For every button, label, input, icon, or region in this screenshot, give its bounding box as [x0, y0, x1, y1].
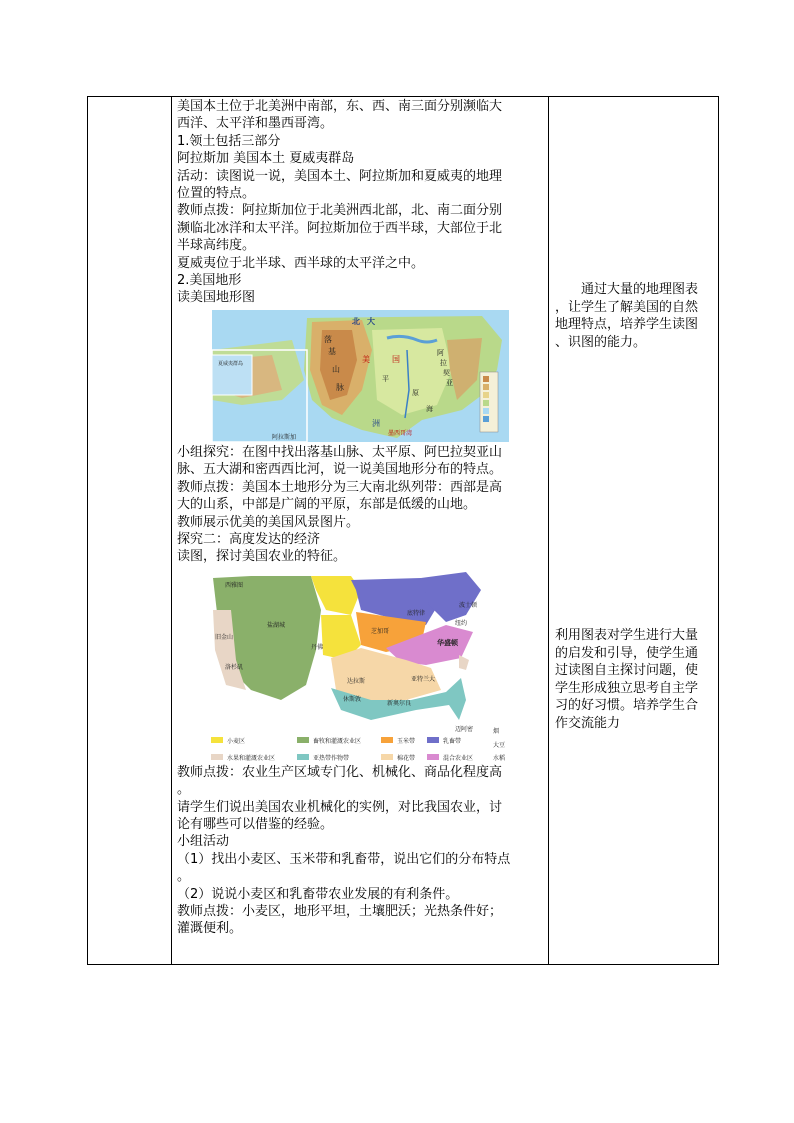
legend-swatch	[381, 737, 393, 743]
legend-swatch	[427, 737, 439, 743]
text-line: 脉、五大湖和密西西比河，说一说美国地形分布的特点。	[177, 462, 503, 478]
agriculture-map-graphic	[211, 570, 509, 734]
design-intent-2	[555, 627, 715, 733]
text-line: 教师点拨：阿拉斯加位于北美洲西北部，北、南二面分别	[177, 203, 503, 219]
legend-label: 混合农业区	[443, 754, 474, 762]
map-label: 原	[412, 388, 419, 397]
design-intent-1	[555, 281, 715, 351]
text-line: 1.领土包括三部分	[177, 133, 281, 149]
legend-swatch	[381, 754, 393, 760]
text-line: 。	[177, 782, 191, 798]
city-label: 洛杉矶	[225, 663, 244, 671]
map-label: 基	[328, 346, 336, 356]
map-label: 海	[426, 404, 433, 413]
text-line: 半球高纬度。	[177, 238, 256, 254]
text-line: 教师点拨：小麦区，地形平坦，土壤肥沃；光热条件好；	[177, 903, 503, 919]
city-label: 亚特兰大	[411, 675, 436, 683]
text-line: 教师展示优美的美国风景图片。	[177, 514, 360, 530]
legend-swatch	[297, 754, 309, 760]
text-line: 灌溉便利。	[177, 921, 243, 937]
note-line: 通过大量的地理图表	[581, 282, 699, 297]
map-label: 阿拉斯加	[272, 433, 297, 441]
text-line: 探究二：高度发达的经济	[177, 531, 321, 547]
text-line: 小组活动	[177, 834, 230, 850]
city-label: 西雅图	[225, 581, 244, 589]
text-line: 大的山系，中部是广阔的平原，东部是低缓的山地。	[177, 497, 477, 513]
text-line: 阿拉斯加 美国本土 夏威夷群岛	[177, 151, 355, 167]
note-line: 地理特点，培养学生读图	[555, 317, 699, 333]
legend-label: 小麦区	[227, 737, 246, 745]
intro-text	[177, 98, 543, 307]
column-content	[172, 97, 549, 964]
legend-label: 畜牧和灌溉农业区	[313, 737, 362, 745]
map-label: 亚	[446, 378, 453, 387]
us-terrain-map	[212, 310, 509, 442]
city-label: 盐湖城	[267, 621, 286, 629]
map-label: 墨西哥湾	[388, 429, 413, 437]
map-label: 脉	[336, 382, 344, 392]
map-label: 夏威夷群岛	[218, 360, 244, 367]
text-line: （1）找出小麦区、玉米带和乳畜带，说出它们的分布特点	[177, 851, 511, 867]
legend-swatch	[427, 754, 439, 760]
note-line: 、识图的能力。	[555, 334, 647, 350]
map-label: 洲	[372, 418, 380, 428]
legend-swatch	[211, 754, 223, 760]
text-line: 请学生们说出美国农业机械化的实例，对比我国农业，讨	[177, 799, 503, 815]
us-agriculture-map	[211, 570, 509, 734]
map-label: 北	[352, 316, 360, 326]
text-line: 教师点拨：美国本土地形分为三大南北纵列带：西部是高	[177, 479, 503, 495]
legend-label: 亚热带作物带	[313, 754, 350, 762]
legend-label: 水果和灌溉农业区	[227, 754, 276, 762]
text-line: 教师点拨：农业生产区域专门化、机械化、商品化程度高	[177, 764, 503, 780]
map-label: 拉	[440, 358, 447, 367]
map-label: 阿	[437, 348, 444, 357]
text-line: 濒临北冰洋和太平洋。阿拉斯加位于西半球，大部位于北	[177, 220, 503, 236]
legend-label: 棉花带	[397, 754, 416, 762]
text-line: 。	[177, 869, 191, 885]
city-label: 丹佛	[311, 643, 324, 651]
map-label: 落	[324, 334, 332, 344]
text-line: 位置的特点。	[177, 186, 256, 202]
city-label: 达拉斯	[347, 677, 366, 685]
text-line: 2.美国地形	[177, 273, 242, 289]
legend-label: 水稻	[493, 754, 506, 762]
map-label: 美	[362, 354, 370, 364]
legend-swatch	[297, 737, 309, 743]
map-label: 平	[382, 374, 389, 383]
city-label: 纽约	[455, 619, 468, 627]
map-label: 大	[367, 316, 375, 326]
agriculture-discussion	[177, 764, 543, 938]
map-label: 契	[443, 368, 450, 377]
legend-label: 玉米带	[397, 737, 416, 745]
text-line: 读图，探讨美国农业的特征。	[177, 549, 347, 565]
map-label: 国	[392, 354, 400, 364]
text-line: 论有哪些可以借鉴的经验。	[177, 816, 334, 832]
note-line: 的启发和引导，使学生通	[555, 645, 699, 661]
note-line: 作交流能力	[555, 715, 621, 731]
note-line: 习的好习惯。培养学生合	[555, 698, 699, 714]
column-blank	[88, 97, 172, 964]
note-line: 过读图自主探讨问题，使	[555, 663, 699, 679]
note-line: 学生形成独立思考自主学	[555, 680, 699, 696]
text-line: （2）说说小麦区和乳畜带农业发展的有利条件。	[177, 886, 459, 902]
note-line: ，让学生了解美国的自然	[555, 299, 699, 315]
city-label: 芝加哥	[371, 627, 390, 635]
city-label: 迈阿密	[455, 725, 474, 733]
city-label: 新奥尔良	[387, 699, 412, 707]
city-label: 休斯敦	[343, 695, 362, 703]
text-line: 活动：读图说一说，美国本土、阿拉斯加和夏威夷的地理	[177, 168, 503, 184]
terrain-map-graphic	[212, 310, 509, 442]
city-label: 旧金山	[215, 633, 234, 641]
legend-label: 大豆	[493, 741, 506, 749]
city-label: 波士顿	[459, 601, 478, 609]
text-line: 夏威夷位于北半球、西半球的太平洋之中。	[177, 255, 425, 271]
text-line: 读美国地形图	[177, 290, 256, 306]
text-line: 小组探究：在图中找出落基山脉、太平原、阿巴拉契亚山	[177, 444, 503, 460]
legend-label: 烟	[493, 727, 500, 735]
legend-swatch	[211, 737, 223, 743]
text-line: 西洋、太平洋和墨西哥湾。	[177, 116, 334, 132]
city-label: 底特律	[407, 609, 426, 617]
text-line: 美国本土位于北美洲中南部，东、西、南三面分别濒临大	[177, 99, 503, 114]
city-label: 华盛顿	[437, 638, 458, 647]
note-line: 利用图表对学生进行大量	[555, 628, 699, 643]
map-label: 山	[332, 364, 340, 374]
column-intent	[549, 97, 718, 964]
terrain-discussion	[177, 444, 543, 566]
legend-label: 乳畜带	[443, 737, 462, 745]
lesson-table	[87, 96, 719, 965]
